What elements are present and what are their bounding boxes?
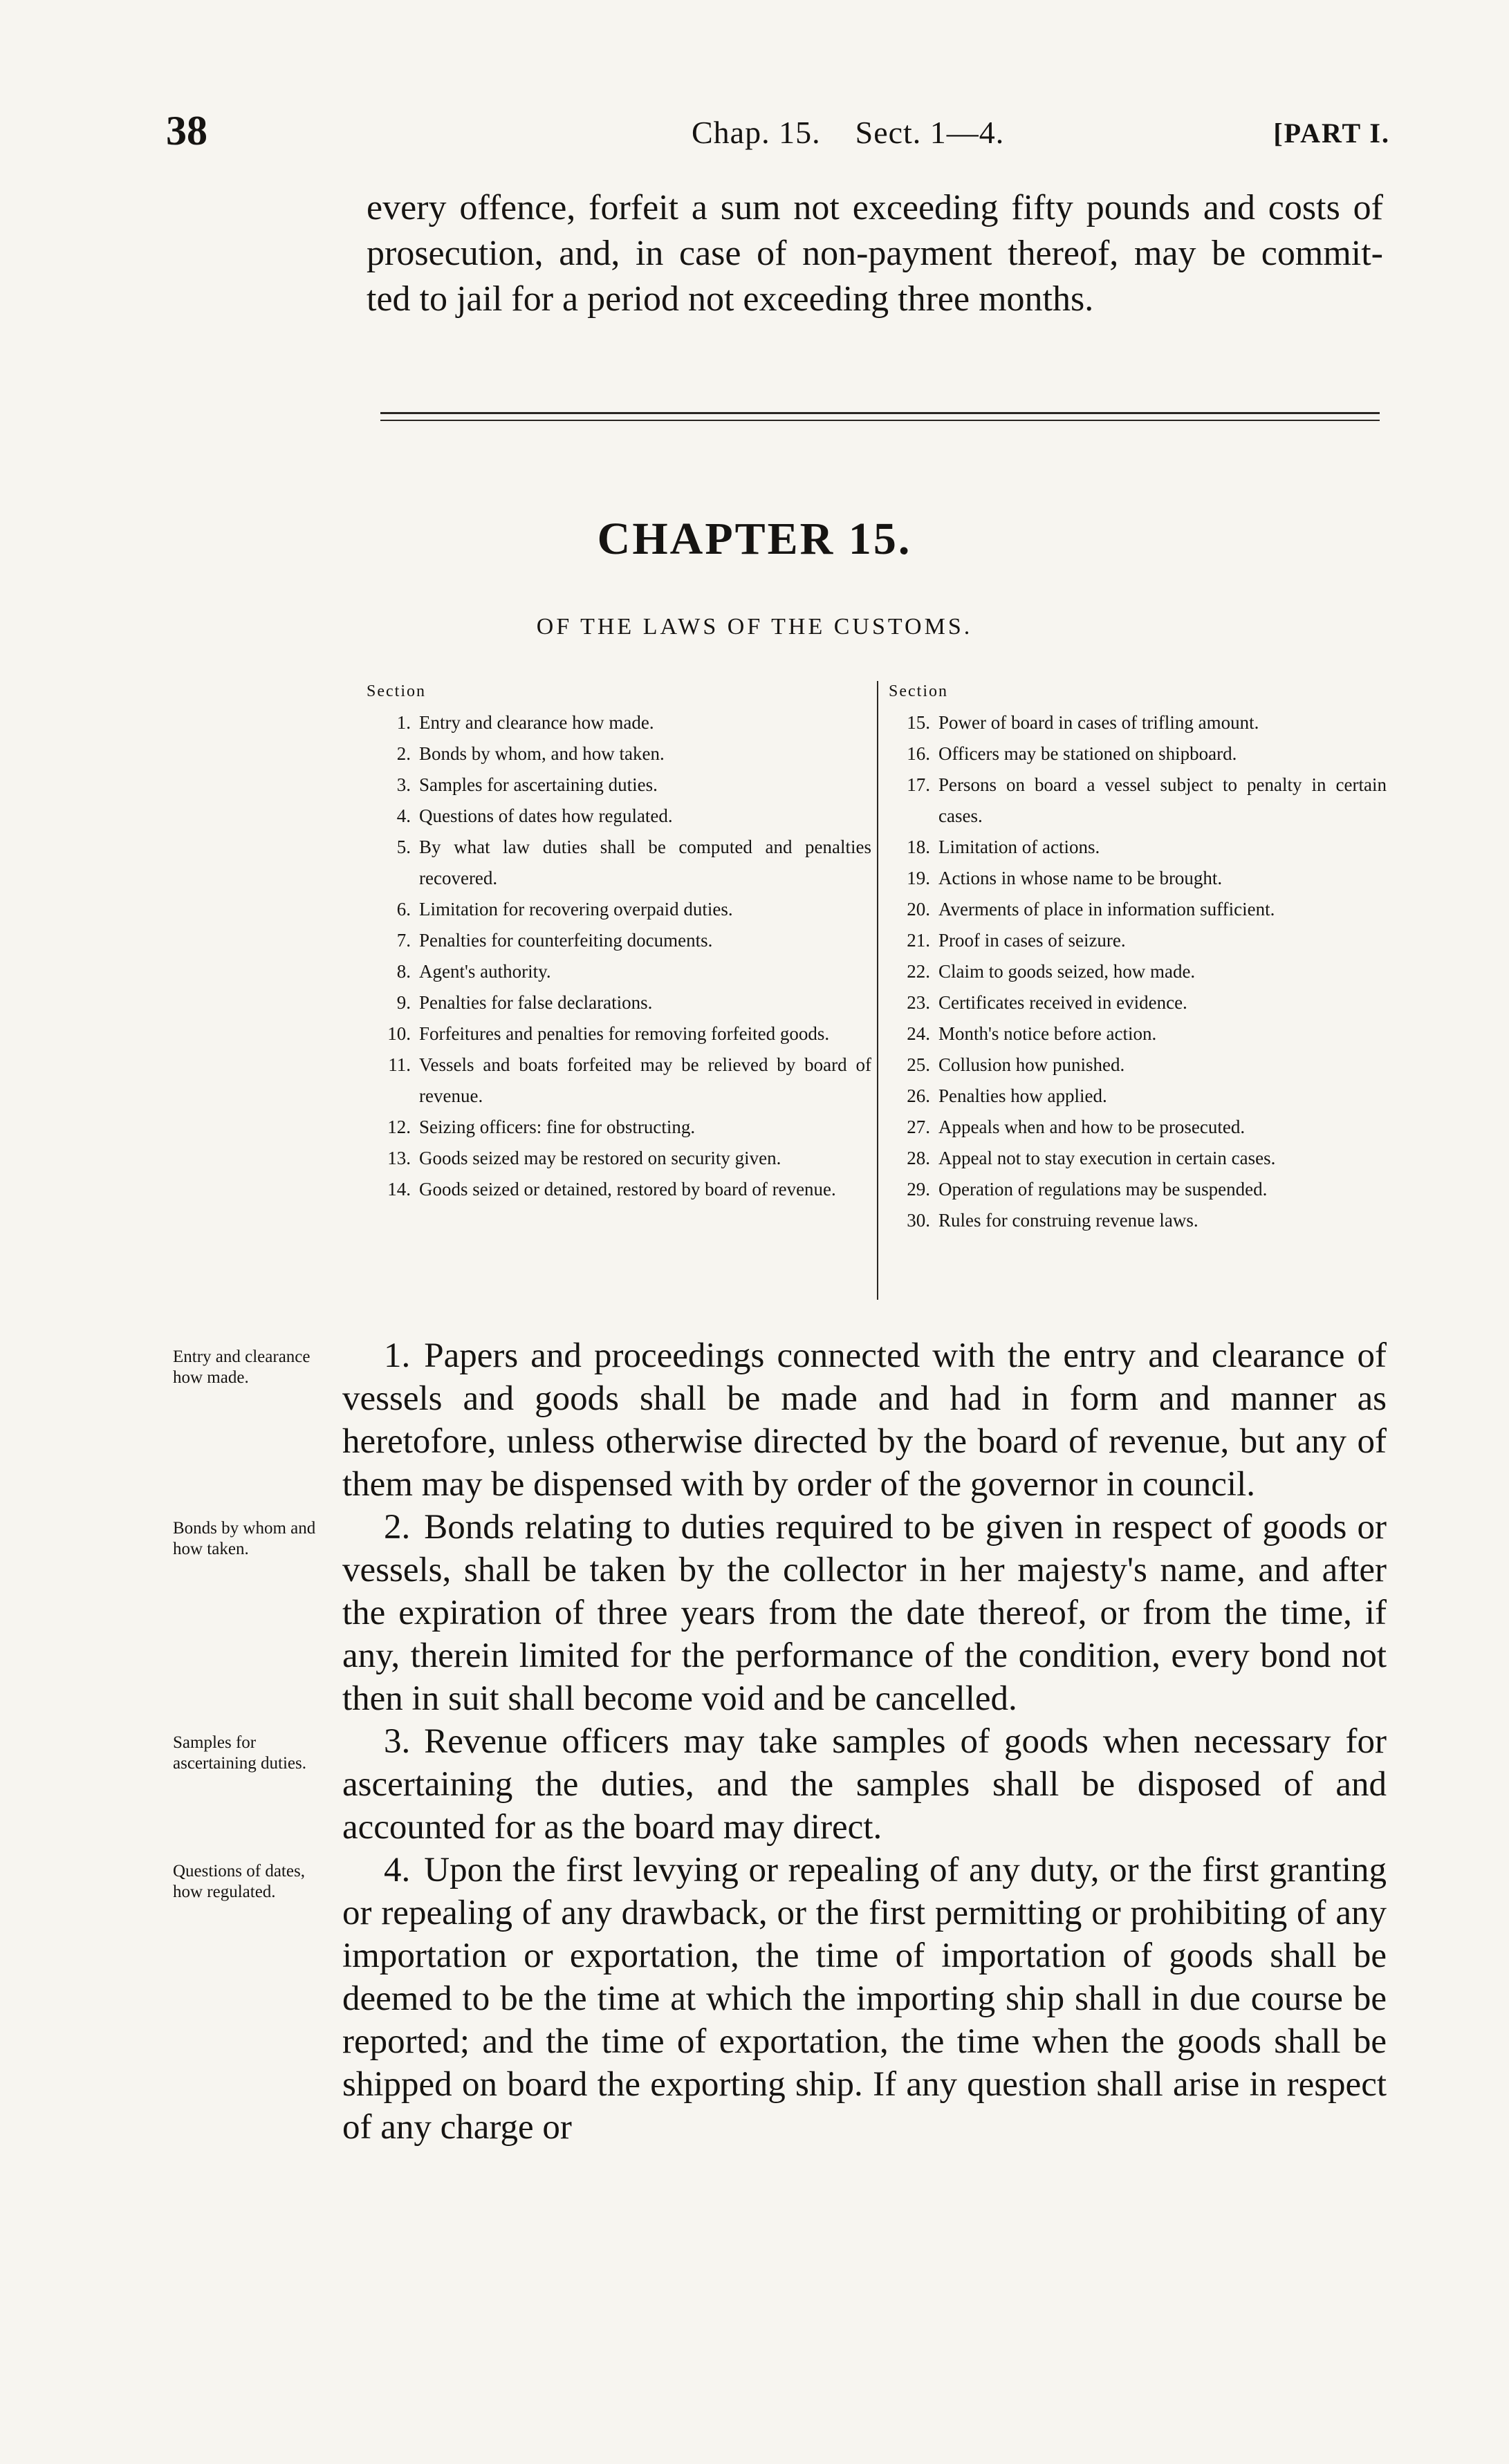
section-text: Revenue officers may take samples of goods when necessary for ascertaining the duties, and the samples shall be disposed of and accounted for as the board may direct.	[342, 1722, 1387, 1847]
contents-entry-text: Officers may be stationed on shipboard.	[938, 743, 1237, 764]
contents-entry-number: 17.	[907, 774, 930, 795]
contents-entry-number: 21.	[907, 930, 930, 951]
contents-entry-text: Goods seized or detained, restored by board of revenue.	[419, 1179, 836, 1200]
contents-entry-number: 16.	[907, 743, 930, 764]
contents-entry-number: 25.	[907, 1054, 930, 1075]
carryover-line: ted to jail for a period not exceeding three months.	[367, 279, 1094, 319]
contents-entry	[889, 769, 1387, 832]
contents-entry	[889, 894, 1387, 925]
contents-entry-text: Seizing officers: fine for obstructing.	[419, 1117, 696, 1137]
running-header	[166, 107, 1390, 162]
contents-entry-text: By what law duties shall be computed and penalties recovered.	[419, 837, 871, 888]
contents-entry-text: Limitation of actions.	[938, 837, 1100, 857]
contents-entry-text: Averments of place in information sufficient.	[938, 899, 1275, 920]
contents-entry-number: 22.	[907, 961, 930, 982]
contents-entry-number: 7.	[396, 930, 411, 951]
section-paragraph	[342, 1849, 1387, 2149]
chapter-label: Chap. 15.	[692, 115, 821, 150]
contents-entry-text: Bonds by whom, and how taken.	[419, 743, 665, 764]
section-number: 3.	[384, 1722, 411, 1761]
section-paragraph	[342, 1720, 1387, 1849]
contents-entry-number: 5.	[396, 837, 411, 857]
section-text: Papers and proceedings connected with the entry and clearance of vessels and goods shall be made and had in form and manner as heretofore, unless otherwise directed by the board of revenue, but any of them may be dispensed with by order of the governor in council.	[342, 1336, 1387, 1504]
contents-entry-number: 19.	[907, 868, 930, 888]
contents-entry	[367, 769, 871, 801]
contents-entry-text: Power of board in cases of trifling amount.	[938, 712, 1259, 733]
contents-entry-text: Certificates received in evidence.	[938, 992, 1187, 1013]
contents-entry	[367, 738, 871, 769]
contents-entry-number: 15.	[907, 712, 930, 733]
carryover-paragraph	[367, 185, 1383, 322]
contents-entry-number: 30.	[907, 1210, 930, 1231]
contents-entry	[367, 956, 871, 987]
contents-entry-number: 14.	[387, 1179, 411, 1200]
contents-entry-number: 11.	[388, 1054, 411, 1075]
contents-entry-number: 27.	[907, 1117, 930, 1137]
contents-entry	[889, 1143, 1387, 1174]
contents-entry	[367, 832, 871, 894]
contents-entry	[367, 1112, 871, 1143]
carryover-line: every offence, forfeit a sum not exceeding fifty pounds and costs of	[367, 188, 1383, 227]
chapter-title: CHAPTER 15.	[597, 514, 912, 564]
contents-entry-number: 29.	[907, 1179, 930, 1200]
contents-entry-text: Penalties how applied.	[938, 1085, 1107, 1106]
contents-entry	[889, 1049, 1387, 1081]
contents-entry-text: Questions of dates how regulated.	[419, 805, 673, 826]
contents-entry-number: 23.	[907, 992, 930, 1013]
chapter-body	[342, 1334, 1387, 2149]
section-number: 2.	[384, 1508, 411, 1547]
chapter-section-label	[692, 114, 1004, 151]
contents-entry-text: Penalties for false declarations.	[419, 992, 653, 1013]
contents-entry-number: 10.	[387, 1023, 411, 1044]
contents-entry-number: 8.	[396, 961, 411, 982]
contents-entry-number: 18.	[907, 837, 930, 857]
contents-entry-text: Limitation for recovering overpaid duties.	[419, 899, 733, 920]
carryover-line: prosecution, and, in case of non-payment thereof, may be commit-	[367, 234, 1383, 273]
contents-entry	[889, 832, 1387, 863]
contents-entry	[367, 925, 871, 956]
contents-entry-number: 3.	[396, 774, 411, 795]
contents-entry-text: Vessels and boats forfeited may be relieved by board of revenue.	[419, 1054, 871, 1106]
contents-entry-text: Rules for construing revenue laws.	[938, 1210, 1198, 1231]
contents-entry-text: Forfeitures and penalties for removing forfeited goods.	[419, 1023, 830, 1044]
contents-entry-text: Appeals when and how to be prosecuted.	[938, 1117, 1246, 1137]
contents-entry-text: Goods seized may be restored on security given.	[419, 1148, 781, 1168]
contents-entry	[889, 707, 1387, 738]
contents-entry	[367, 894, 871, 925]
margin-note: Entry and clearance how made.	[173, 1347, 311, 1387]
contents-entry	[889, 956, 1387, 987]
section-text: Bonds relating to duties required to be given in respect of goods or vessels, shall be taken by the collector in her majesty's name, and after the expiration of three years from the date thereof, or from the time, if any, therein limited for the performance of the condition, every bond not then in suit shall become void and be cancelled.	[342, 1508, 1387, 1718]
part-label: [PART I.	[1273, 118, 1390, 149]
contents-entry-number: 6.	[396, 899, 411, 920]
contents-right-column	[889, 676, 1387, 1236]
contents-entry-text: Appeal not to stay execution in certain cases.	[938, 1148, 1276, 1168]
margin-note: Bonds by whom and how taken.	[173, 1519, 316, 1558]
contents-entry-number: 24.	[907, 1023, 930, 1044]
contents-entry	[889, 1205, 1387, 1236]
contents-entry-text: Penalties for counterfeiting documents.	[419, 930, 713, 951]
contents-entry	[367, 1049, 871, 1112]
contents-entry-number: 9.	[396, 992, 411, 1013]
contents-entry	[367, 1143, 871, 1174]
contents-entry-text: Persons on board a vessel subject to penalty in certain cases.	[938, 774, 1387, 826]
contents-entry	[367, 801, 871, 832]
contents-entry	[367, 987, 871, 1018]
section-paragraph	[342, 1334, 1387, 1506]
contents-entry-number: 2.	[396, 743, 411, 764]
margin-note: Samples for ascertaining duties.	[173, 1733, 306, 1773]
contents-entry-text: Agent's authority.	[419, 961, 551, 982]
contents-entry-text: Claim to goods seized, how made.	[938, 961, 1196, 982]
contents-entry-number: 13.	[387, 1148, 411, 1168]
contents-section-heading: Section	[889, 682, 948, 700]
contents-entry-number: 28.	[907, 1148, 930, 1168]
contents-entry	[889, 1081, 1387, 1112]
contents-entry-number: 4.	[396, 805, 411, 826]
section-number: 4.	[384, 1851, 411, 1889]
contents-entry	[889, 1112, 1387, 1143]
contents-entry-text: Proof in cases of seizure.	[938, 930, 1126, 951]
contents-entry	[367, 1174, 871, 1205]
contents-section-heading: Section	[367, 682, 426, 700]
contents-entry-text: Collusion how punished.	[938, 1054, 1125, 1075]
contents-entry-number: 1.	[396, 712, 411, 733]
page-number: 38	[166, 108, 207, 153]
contents-entry-number: 12.	[387, 1117, 411, 1137]
contents-entry	[889, 987, 1387, 1018]
contents-entry-number: 20.	[907, 899, 930, 920]
contents-column-divider	[877, 681, 878, 1300]
contents-entry-text: Month's notice before action.	[938, 1023, 1157, 1044]
section-number: 1.	[384, 1336, 411, 1375]
contents-entry	[889, 925, 1387, 956]
contents-entry	[367, 707, 871, 738]
section-paragraph	[342, 1506, 1387, 1720]
contents-entry-text: Operation of regulations may be suspended.	[938, 1179, 1268, 1200]
contents-entry-text: Samples for ascertaining duties.	[419, 774, 658, 795]
section-label: Sect. 1—4.	[855, 115, 1005, 150]
margin-note: Questions of dates, how regulated.	[173, 1862, 305, 1901]
contents-entry-text: Actions in whose name to be brought.	[938, 868, 1223, 888]
contents-entry-text: Entry and clearance how made.	[419, 712, 654, 733]
section-divider	[380, 412, 1380, 421]
section-text: Upon the first levying or repealing of any duty, or the first granting or repealing of any drawback, or the first permitting or prohibiting of any importation or exportation, the time of importation of goods shall be deemed to be the time at which the importing ship shall in due course be reported; and the time of exportation, the time when the goods shall be shipped on board the exporting ship. If any question shall arise in respect of any charge or	[342, 1851, 1387, 2147]
contents-entry	[889, 1018, 1387, 1049]
contents-entry	[889, 863, 1387, 894]
contents-entry-number: 26.	[907, 1085, 930, 1106]
contents-entry	[889, 738, 1387, 769]
contents-entry	[889, 1174, 1387, 1205]
chapter-subtitle: OF THE LAWS OF THE CUSTOMS.	[536, 614, 973, 640]
contents-left-column	[367, 676, 871, 1205]
contents-entry	[367, 1018, 871, 1049]
